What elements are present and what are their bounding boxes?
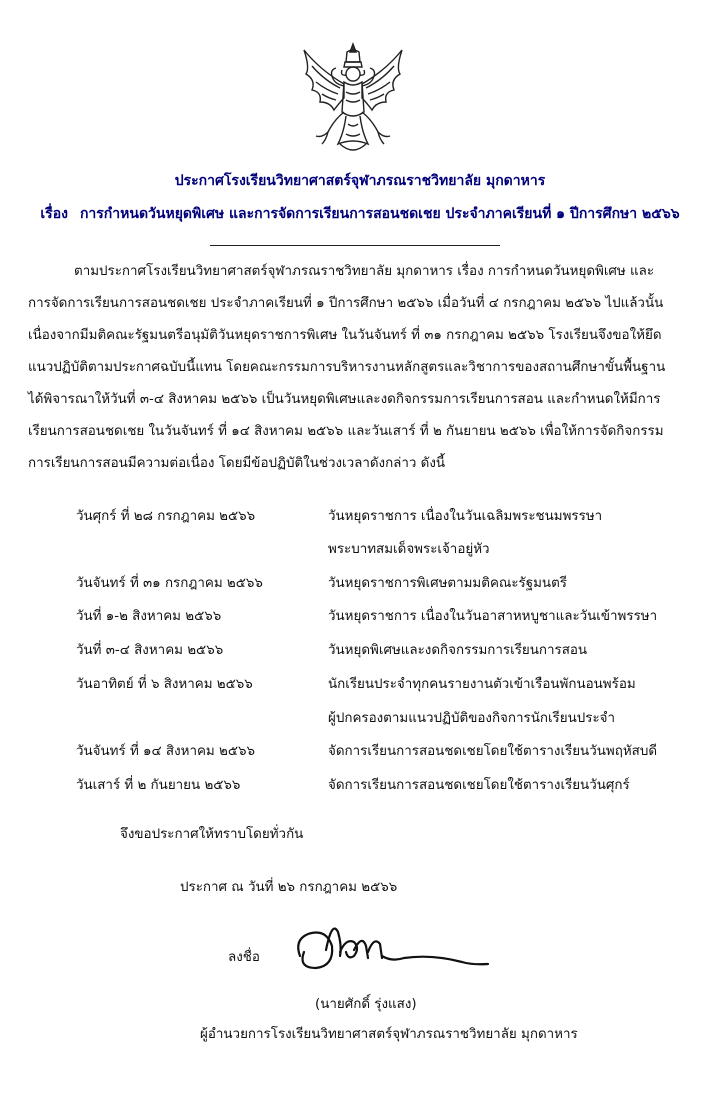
schedule-desc: จัดการเรียนการสอนชดเชยโดยใช้ตารางเรียนวันพฤหัสบดี	[328, 744, 658, 759]
schedule-date: วันที่ ๑-๒ สิงหาคม ๒๕๖๖	[76, 609, 222, 624]
body-line: เนื่องจากมีมติคณะรัฐมนตรีอนุมัติวันหยุดราชการพิเศษ ในวันจันทร์ ที่ ๓๑ กรกฎาคม ๒๕๖๖ โรงเรียนจึงขอให้ยึด	[28, 328, 662, 343]
schedule-desc: วันหยุดราชการพิเศษตามมติคณะรัฐมนตรี	[328, 576, 567, 591]
garuda-emblem-icon	[300, 40, 406, 158]
title-divider	[210, 245, 500, 246]
subject-label: เรื่อง	[40, 206, 68, 222]
schedule-desc: วันหยุดพิเศษและงดกิจกรรมการเรียนการสอน	[328, 643, 588, 658]
signatory-position: ผู้อำนวยการโรงเรียนวิทยาศาสตร์จุฬาภรณราชวิทยาลัย มุกดาหาร	[200, 1027, 578, 1042]
announcement-subject-line	[0, 205, 720, 223]
schedule-date: วันที่ ๓-๔ สิงหาคม ๒๕๖๖	[76, 643, 224, 658]
body-line: ได้พิจารณาให้วันที่ ๓-๔ สิงหาคม ๒๕๖๖ เป็นวันหยุดพิเศษและงดกิจกรรมการเรียนการสอน และกำหนดให้มีการ	[28, 392, 661, 407]
schedule-date: วันอาทิตย์ ที่ ๖ สิงหาคม ๒๕๖๖	[76, 677, 253, 692]
body-line: แนวปฏิบัติตามประกาศฉบับนี้แทน โดยคณะกรรมการบริหารงานหลักสูตรและวิชาการของสถานศึกษาขั้นพื้นฐาน	[28, 360, 666, 375]
schedule-desc: พระบาทสมเด็จพระเจ้าอยู่หัว	[328, 542, 490, 557]
announcement-title: ประกาศโรงเรียนวิทยาศาสตร์จุฬาภรณราชวิทยาลัย มุกดาหาร	[174, 173, 546, 189]
schedule-desc: วันหยุดราชการ เนื่องในวันอาสาหหบูชาและวันเข้าพรรษา	[328, 609, 658, 624]
schedule-desc: นักเรียนประจำทุกคนรายงานตัวเข้าเรือนพักนอนพร้อม	[328, 677, 636, 692]
signatory-name: (นายศักดิ์ รุ่งแสง)	[315, 997, 417, 1012]
schedule-date: วันจันทร์ ที่ ๑๔ สิงหาคม ๒๕๖๖	[76, 744, 255, 759]
body-line: การจัดการเรียนการสอนชดเชย ประจำภาคเรียนที่ ๑ ปีการศึกษา ๒๕๖๖ เมื่อวันที่ ๔ กรกฎาคม ๒๕๖๖ ไปแล้วนั้น	[28, 296, 664, 311]
schedule-date: วันจันทร์ ที่ ๓๑ กรกฎาคม ๒๕๖๖	[76, 576, 263, 591]
body-line: ตามประกาศโรงเรียนวิทยาศาสตร์จุฬาภรณราชวิทยาลัย มุกดาหาร เรื่อง การกำหนดวันหยุดพิเศษ และ	[74, 264, 655, 279]
body-line: เรียนการสอนชดเชย ในวันจันทร์ ที่ ๑๔ สิงหาคม ๒๕๖๖ และวันเสาร์ ที่ ๒ กันยายน ๒๕๖๖ เพื่อให้การจัดกิจกรรม	[28, 424, 664, 439]
subject-text: การกำหนดวันหยุดพิเศษ และการจัดการเรียนการสอนชดเชย ประจำภาคเรียนที่ ๑ ปีการศึกษา ๒๕๖๖	[79, 206, 680, 222]
signature-label: ลงชื่อ	[228, 950, 260, 965]
schedule-desc: วันหยุดราชการ เนื่องในวันเฉลิมพระชนมพรรษา	[328, 509, 603, 524]
closing-text: จึงขอประกาศให้ทราบโดยทั่วกัน	[120, 827, 304, 842]
body-line: การเรียนการสอนมีความต่อเนื่อง โดยมีข้อปฏิบัติในช่วงเวลาดังกล่าว ดังนี้	[28, 456, 446, 471]
schedule-desc: จัดการเรียนการสอนชดเชยโดยใช้ตารางเรียนวันศุกร์	[328, 778, 630, 793]
schedule-date: วันเสาร์ ที่ ๒ กันยายน ๒๕๖๖	[76, 778, 241, 793]
schedule-date: วันศุกร์ ที่ ๒๘ กรกฎาคม ๒๕๖๖	[76, 509, 256, 524]
handwritten-signature-icon	[292, 912, 492, 982]
announced-date: ประกาศ ณ วันที่ ๒๖ กรกฎาคม ๒๕๖๖	[180, 880, 398, 895]
schedule-desc: ผู้ปกครองตามแนวปฏิบัติของกิจการนักเรียนประจำ	[328, 711, 616, 726]
